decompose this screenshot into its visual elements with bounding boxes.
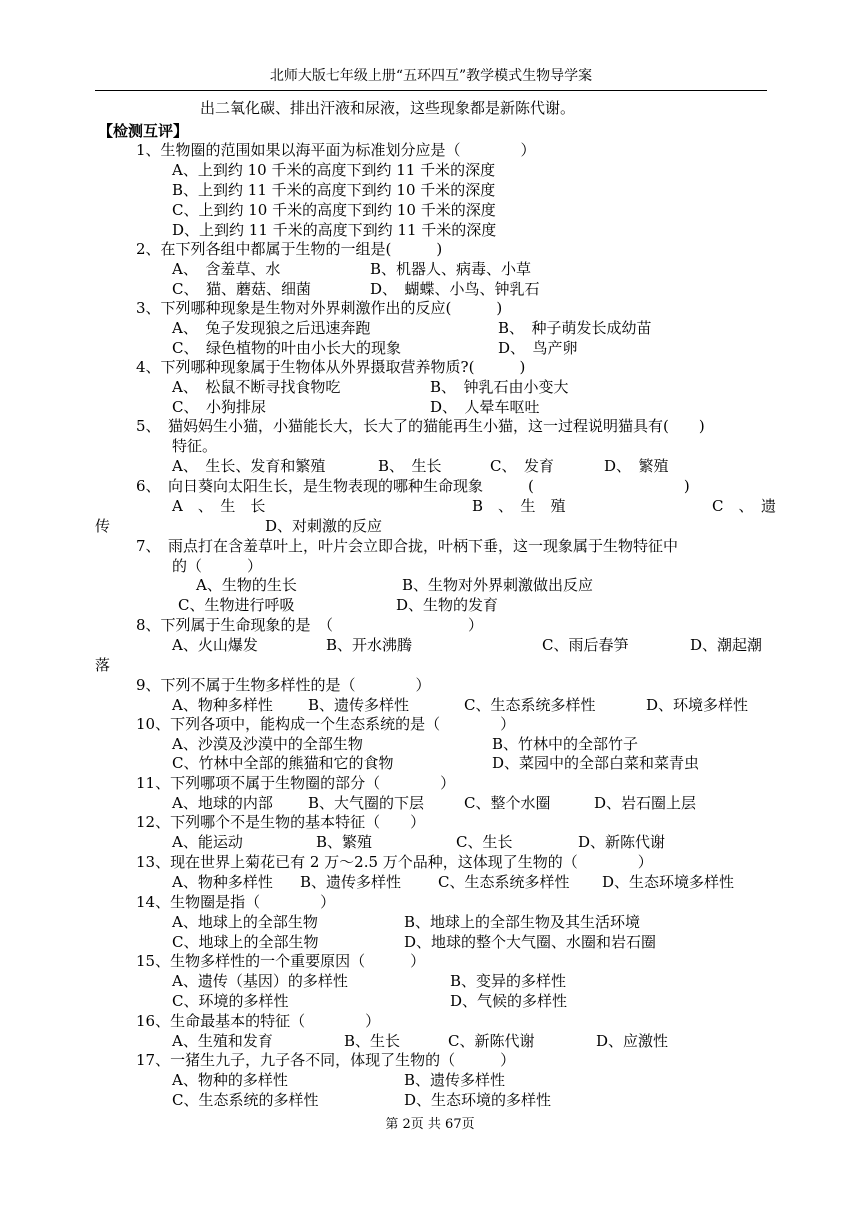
option-c: C、竹林中全部的熊猫和它的食物 xyxy=(172,754,394,772)
option-d: D、气候的多样性 xyxy=(450,992,568,1010)
option-d: D、岩石圈上层 xyxy=(594,794,697,812)
question-stem: 1、生物圈的范围如果以海平面为标准划分应是（ ） xyxy=(136,141,536,159)
option-a: A、物种多样性 xyxy=(172,873,273,891)
question-stem: 8、下列属于生命现象的是 （ ） xyxy=(136,616,484,634)
option-b: B、 生长 xyxy=(378,457,442,475)
question-stem: 13、现在世界上菊花已有 2 万～2.5 万个品种，这体现了生物的（ ） xyxy=(136,853,653,871)
option-a: A、 含羞草、水 xyxy=(172,260,281,278)
question-stem: 7、 雨点打在含羞草叶上，叶片会立即合拢，叶柄下垂，这一现象属于生物特征中 xyxy=(136,537,679,555)
option-d: D、环境多样性 xyxy=(646,696,749,714)
option-d: D、 人晕车呕吐 xyxy=(430,398,540,416)
option-c: C、生物进行呼吸 xyxy=(178,596,295,614)
option-b: B、竹林中的全部竹子 xyxy=(492,735,639,753)
option-c: C、新陈代谢 xyxy=(448,1032,535,1050)
question-stem: 2、在下列各组中都属于生物的一组是( ) xyxy=(136,240,443,258)
option-b: B、遗传多样性 xyxy=(300,873,402,891)
question-stem: 3、下列哪种现象是生物对外界刺激作出的反应( ) xyxy=(136,299,503,317)
option-b: B、变异的多样性 xyxy=(450,972,567,990)
option-d: D、上到约 11 千米的高度下到约 11 千米的深度 xyxy=(172,221,497,239)
option-b: B、繁殖 xyxy=(316,833,373,851)
option-b: B、机器人、病毒、小草 xyxy=(370,260,532,278)
question-stem: 16、生命最基本的特征（ ） xyxy=(136,1012,381,1030)
option-c: C、生态系统多样性 xyxy=(464,696,596,714)
option-a: A、沙漠及沙漠中的全部生物 xyxy=(172,735,363,753)
option-d: D、 蝴蝶、小鸟、钟乳石 xyxy=(370,280,540,298)
option-d: D、对刺激的反应 xyxy=(265,517,383,535)
question-stem: 14、生物圈是指（ ） xyxy=(136,893,336,911)
option-b: B、地球上的全部生物及其生活环境 xyxy=(404,913,641,931)
option-d: D、 繁殖 xyxy=(604,457,669,475)
option-a: A、地球上的全部生物 xyxy=(172,913,318,931)
question-stem-continued: 的（ ） xyxy=(172,557,263,575)
option-c-continued: 传 xyxy=(95,517,111,535)
option-a: A、生物的生长 xyxy=(196,576,297,594)
option-b: B、 种子萌发长成幼苗 xyxy=(498,319,652,337)
option-d: D、地球的整个大气圈、水圈和岩石圈 xyxy=(404,933,657,951)
page-header: 北师大版七年级上册“五环四互”教学模式生物导学案 xyxy=(269,68,593,84)
option-b: B 、 生 殖 xyxy=(472,497,566,515)
option-b: B、上到约 11 千米的高度下到约 10 千米的深度 xyxy=(172,181,496,199)
section-title: 【检测互评】 xyxy=(98,122,189,140)
option-a: A、 生长、发育和繁殖 xyxy=(172,457,326,475)
option-c: C、 发育 xyxy=(490,457,554,475)
question-stem: 5、 猫妈妈生小猫，小猫能长大，长大了的猫能再生小猫，这一过程说明猫具有( ) xyxy=(136,417,705,435)
option-c: C、生长 xyxy=(456,833,513,851)
option-b: B、生物对外界刺激做出反应 xyxy=(402,576,594,594)
question-stem-continued: 特征。 xyxy=(172,437,218,455)
option-b: B、大气圈的下层 xyxy=(308,794,425,812)
option-d: D、生物的发育 xyxy=(396,596,499,614)
page-footer: 第 2页 共 67页 xyxy=(385,1117,475,1132)
option-a: A、上到约 10 千米的高度下到约 11 千米的深度 xyxy=(172,161,496,179)
question-stem: 6、 向日葵向太阳生长，是生物表现的哪种生命现象 ( ) xyxy=(136,477,690,495)
option-a: A、火山爆发 xyxy=(172,636,258,654)
option-a: A、遗传（基因）的多样性 xyxy=(172,972,348,990)
option-c: C、环境的多样性 xyxy=(172,992,289,1010)
option-a: A、能运动 xyxy=(172,833,243,851)
question-stem: 11、下列哪项不属于生物圈的部分（ ） xyxy=(136,774,456,792)
question-stem: 12、下列哪个不是生物的基本特征（ ） xyxy=(136,813,426,831)
option-a: A、物种的多样性 xyxy=(172,1071,288,1089)
option-d: D、生态环境的多样性 xyxy=(404,1091,552,1109)
option-a: A 、 生 长 xyxy=(172,497,266,515)
option-c: C、生态系统的多样性 xyxy=(172,1091,319,1109)
option-c: C、生态系统多样性 xyxy=(438,873,570,891)
option-c: C、 猫、蘑菇、细菌 xyxy=(172,280,311,298)
option-b: B、开水沸腾 xyxy=(326,636,413,654)
option-d: D、应激性 xyxy=(596,1032,669,1050)
question-stem: 10、下列各项中，能构成一个生态系统的是（ ） xyxy=(136,715,516,733)
option-d: D、生态环境多样性 xyxy=(602,873,735,891)
option-d: D、新陈代谢 xyxy=(578,833,666,851)
option-d: D、菜园中的全部白菜和菜青虫 xyxy=(492,754,700,772)
option-b: B、遗传多样性 xyxy=(404,1071,506,1089)
option-b: B、遗传多样性 xyxy=(308,696,410,714)
option-d: D、 鸟产卵 xyxy=(498,339,578,357)
intro-line: 出二氧化碳、排出汗液和尿液，这些现象都是新陈代谢。 xyxy=(200,99,576,117)
option-a: A、物种多样性 xyxy=(172,696,273,714)
option-c: C 、 遗 xyxy=(712,497,776,515)
header-rule xyxy=(95,90,767,91)
question-stem: 15、生物多样性的一个重要原因（ ） xyxy=(136,952,426,970)
option-c: C、 小狗排尿 xyxy=(172,398,266,416)
option-c: C、雨后春笋 xyxy=(542,636,629,654)
option-d: D、潮起潮 xyxy=(690,636,763,654)
option-c: C、 绿色植物的叶由小长大的现象 xyxy=(172,339,401,357)
option-b: B、 钟乳石由小变大 xyxy=(430,378,569,396)
option-a: A、地球的内部 xyxy=(172,794,273,812)
option-c: C、上到约 10 千米的高度下到约 10 千米的深度 xyxy=(172,201,496,219)
question-stem: 9、下列不属于生物多样性的是（ ） xyxy=(136,676,431,694)
option-c: C、整个水圈 xyxy=(464,794,551,812)
question-stem: 4、下列哪种现象属于生物体从外界摄取营养物质?( ) xyxy=(136,358,526,376)
option-b: B、生长 xyxy=(344,1032,401,1050)
option-d-continued: 落 xyxy=(95,656,111,674)
option-c: C、地球上的全部生物 xyxy=(172,933,319,951)
question-stem: 17、一猪生九子，九子各不同，体现了生物的（ ） xyxy=(136,1051,516,1069)
option-a: A、 兔子发现狼之后迅速奔跑 xyxy=(172,319,371,337)
option-a: A、 松鼠不断寻找食物吃 xyxy=(172,378,341,396)
option-a: A、生殖和发育 xyxy=(172,1032,273,1050)
